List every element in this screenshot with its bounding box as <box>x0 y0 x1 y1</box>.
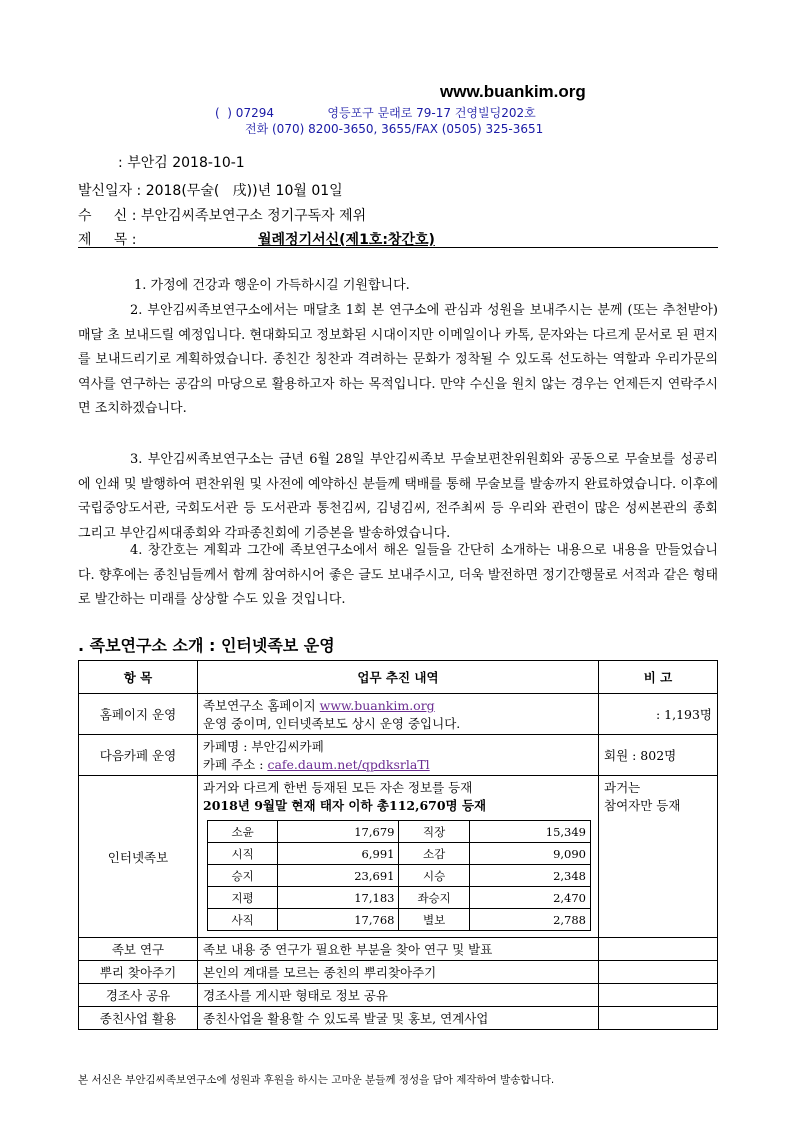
homepage-link[interactable]: www.buankim.org <box>319 698 435 713</box>
subject-title: 월례정기서신(제1호:창간호) <box>258 232 435 248</box>
table-row-homepage <box>79 694 718 735</box>
stats-key: 지평 <box>208 887 278 909</box>
stats-row <box>208 821 591 843</box>
table-row-cafe <box>79 735 718 776</box>
stats-value: 9,090 <box>469 843 590 865</box>
cell-row-label: 뿌리 찾아주기 <box>79 961 198 984</box>
paragraph-3: 3. 부안김씨족보연구소는 금년 6월 28일 부안김씨족보 무술보편찬위원회와 공동으로 무술보를 성공리에 인쇄 및 발행하여 편찬위원 및 사전에 예약하신 분들께 택배를 통해 무술보를 발송까지 완료하였습니다. 이후에 국립중앙도서관, 국회도서관 등 도서관과 통천김씨, 김녕김씨, 전주최씨 등 우리와 관련이 많은 성씨본관의 종회 그리고 부안김씨대종회와 각파종친회에 기증본을 발송하였습니다. <box>78 452 718 541</box>
cell-cafe-detail <box>198 735 599 776</box>
genealogy-note-2: 참여자만 등재 <box>604 798 681 813</box>
genealogy-note-1: 과거는 <box>604 780 641 795</box>
stats-row <box>208 887 591 909</box>
stats-key: 시직 <box>208 843 278 865</box>
homepage-desc: 운영 중이며, 인터넷족보도 상시 운영 중입니다. <box>203 716 461 731</box>
stats-row <box>208 909 591 931</box>
stats-value: 6,991 <box>278 843 399 865</box>
stats-value: 17,679 <box>278 821 399 843</box>
section-title: . 족보연구소 소개 : 인터넷족보 운영 <box>78 636 335 655</box>
cell-row-note <box>599 938 718 961</box>
stats-value: 17,183 <box>278 887 399 909</box>
site-url[interactable]: www.buankim.org <box>440 82 586 101</box>
table-row <box>79 961 718 984</box>
cell-genealogy-label: 인터넷족보 <box>79 776 198 938</box>
table-row <box>79 984 718 1007</box>
genealogy-total: 2018년 9월말 현재 태자 이하 총112,670명 등재 <box>203 798 487 813</box>
cell-row-detail: 본인의 계대를 모르는 종친의 뿌리찾아주기 <box>198 961 599 984</box>
header-item: 항 목 <box>79 661 198 694</box>
stats-value: 17,768 <box>278 909 399 931</box>
stats-table <box>207 820 591 931</box>
cell-row-label: 족보 연구 <box>79 938 198 961</box>
cell-genealogy-detail <box>198 776 599 938</box>
recipient: 수 신 : 부안김씨족보연구소 정기구독자 제위 <box>78 208 367 224</box>
address: ( ) 07294 영등포구 문래로 79-17 건영빌딩202호 <box>215 106 536 120</box>
cell-row-note <box>599 1007 718 1030</box>
cell-genealogy-note <box>599 776 718 938</box>
cell-cafe-note: 회원 : 802명 <box>599 735 718 776</box>
cell-row-detail: 족보 내용 중 연구가 필요한 부분을 찾아 연구 및 발표 <box>198 938 599 961</box>
stats-key: 소감 <box>399 843 469 865</box>
cafe-link[interactable]: cafe.daum.net/qpdksrlaTl <box>267 757 430 772</box>
paragraph-2: 2. 부안김씨족보연구소에서는 매달초 1회 본 연구소에 관심과 성원을 보내주시는 분께 (또는 추천받아) 매달 초 보내드릴 예정입니다. 현대화되고 정보화된 시대이지만 이메일이나 카톡, 문자와는 다르게 문서로 된 편지를 보내드리기로 계획하였습니다. 종친간 칭찬과 격려하는 문화가 정착될 수 있도록 선도하는 역할과 우리가문의 역사를 연구하는 공감의 마당으로 활용하고자 하는 목적입니다. 만약 수신을 원치 않는 경우는 언제든지 연락주시면 조치하겠습니다. <box>78 303 718 416</box>
cell-row-note <box>599 984 718 1007</box>
stats-value: 2,788 <box>469 909 590 931</box>
cafe-address-prefix: 카페 주소 : <box>203 757 268 772</box>
stats-key: 시승 <box>399 865 469 887</box>
header-note: 비 고 <box>599 661 718 694</box>
stats-value: 2,470 <box>469 887 590 909</box>
stats-key: 승지 <box>208 865 278 887</box>
phone-fax: 전화 (070) 8200-3650, 3655/FAX (0505) 325-3651 <box>245 122 544 136</box>
stats-value: 15,349 <box>469 821 590 843</box>
stats-key: 소윤 <box>208 821 278 843</box>
table-header-row <box>79 661 718 694</box>
homepage-prefix: 족보연구소 홈페이지 <box>203 698 320 713</box>
send-date: 발신일자 : 2018(무술( 戌))년 10월 01일 <box>78 183 343 199</box>
cafe-name: 카페명 : 부안김씨카페 <box>203 739 324 754</box>
header-detail: 업무 추진 내역 <box>198 661 599 694</box>
paragraph-4: 4. 창간호는 계획과 그간에 족보연구소에서 해온 일들을 간단히 소개하는 내용으로 내용을 만들었습니다. 향후에는 종친님들께서 함께 참여하시어 좋은 글도 보내주시고, 더욱 발전하면 정기간행물로 서적과 같은 형태로 발간하는 미래를 상상할 수도 있을 것입니다. <box>78 543 718 607</box>
stats-key: 좌승지 <box>399 887 469 909</box>
paragraph-1: 1. 가정에 건강과 행운이 가득하시길 기원합니다. <box>134 278 410 293</box>
stats-key: 사직 <box>208 909 278 931</box>
cell-homepage-label: 홈페이지 운영 <box>79 694 198 735</box>
subject-label: 제 목 : <box>78 232 137 248</box>
activity-table <box>78 660 718 1030</box>
footer-note: 본 서신은 부안김씨족보연구소에 성원과 후원을 하시는 고마운 분들께 정성을 담아 제작하여 발송합니다. <box>78 1074 555 1086</box>
stats-value: 2,348 <box>469 865 590 887</box>
cell-row-label: 경조사 공유 <box>79 984 198 1007</box>
cell-row-detail: 경조사를 게시판 형태로 정보 공유 <box>198 984 599 1007</box>
stats-row <box>208 865 591 887</box>
cell-homepage-detail <box>198 694 599 735</box>
header-divider <box>78 247 718 248</box>
doc-number: : 부안김 2018-10-1 <box>78 155 245 171</box>
cell-row-label: 종친사업 활용 <box>79 1007 198 1030</box>
table-row <box>79 938 718 961</box>
cell-row-detail: 종친사업을 활용할 수 있도록 발굴 및 홍보, 연계사업 <box>198 1007 599 1030</box>
cell-row-note <box>599 961 718 984</box>
cell-cafe-label: 다음카페 운영 <box>79 735 198 776</box>
genealogy-desc: 과거와 다르게 한번 등재된 모든 자손 정보를 등재 <box>203 780 473 795</box>
stats-key: 별보 <box>399 909 469 931</box>
cell-homepage-note: : 1,193명 <box>599 694 718 735</box>
table-row-genealogy <box>79 776 718 938</box>
stats-row <box>208 843 591 865</box>
stats-value: 23,691 <box>278 865 399 887</box>
table-row <box>79 1007 718 1030</box>
stats-key: 직장 <box>399 821 469 843</box>
